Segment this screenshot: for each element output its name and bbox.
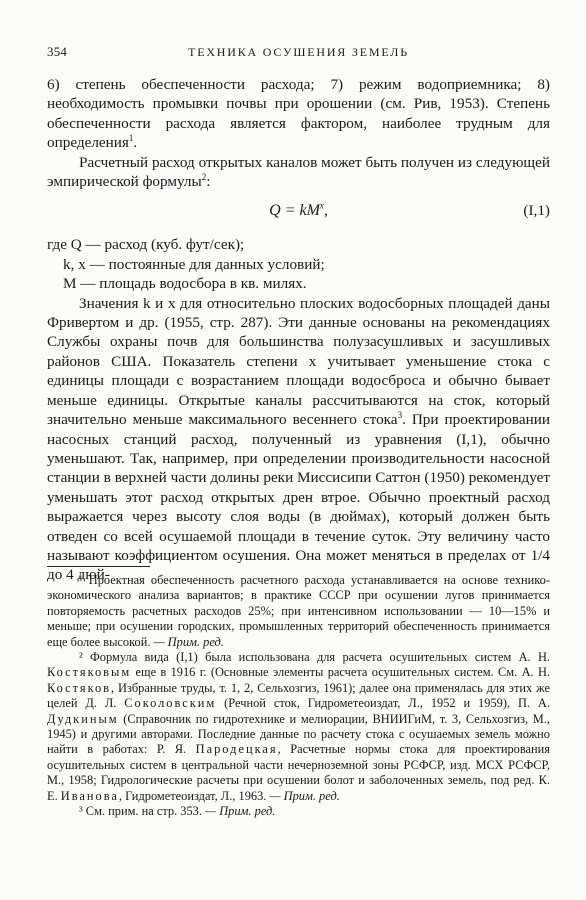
footnote-2-text-b: еще в 1916 г. (Основные элементы расчета осушительных систем. См. А. Н.	[131, 665, 550, 680]
footnotes	[47, 573, 550, 820]
footnote-2-editor-tag: — Прим. ред.	[269, 788, 340, 803]
paragraph-3-text-a: Значения k и x для относительно плоских водосборных площадей даны Фривертом и др. (1955, стр. 287). Эти данные основаны на рекомендациях Службы охраны почв для большинства полузасушливых и засушливых районов США. Показатель степени x учитывает уменьшение стока с единицы площади с возрастанием площади водосброса и обычно бывает меньше единицы. Открытые каналы рассчитываются на сток, который значительно меньше максимального весеннего стока	[47, 294, 550, 429]
paragraph-2-end: :	[206, 173, 211, 191]
fraction: 1/4	[530, 546, 550, 564]
footnote-3-editor-tag: — Прим. ред.	[205, 804, 276, 819]
footnote-3-text: ³ См. прим. на стр. 353.	[79, 804, 202, 819]
paragraph-3	[47, 294, 550, 585]
footnote-2-text-e: (Справочник по гидротехнике и мелиорации, ВНИИГиМ, т. 3, Сельхозгиз, М., 1945) и другими авторами. Последние данные по расчету стока с осушаемых земель можно найти в работах: Р. Я.	[47, 711, 550, 757]
footnote-2-text-c: , Избранные труды, т. 1, 2, Сельхозгиз, 1961); далее она применялась для этих же целей Д. Л.	[47, 680, 550, 711]
page-number: 354	[47, 44, 68, 59]
equation-number: (I,1)	[523, 202, 550, 220]
spaced-name: Костяков	[47, 680, 112, 695]
footnote-2-text-f: , Расчетные нормы стока для проектирования осушительных систем в центральной части нечерноземной зоны РСФСР, изд. МСХ РСФСР, М., 1958; Гидрологические расчеты при осушении болот и заболоченных земель, под ред. К. Е.	[47, 742, 550, 803]
paragraph-1	[47, 75, 550, 153]
variable-q-definition: где Q — расход (куб. фут/сек);	[47, 236, 245, 254]
footnote-1	[47, 573, 550, 650]
formula-expression	[47, 201, 550, 220]
spaced-name: Пародецкая	[195, 742, 278, 757]
spaced-name: Иванова	[60, 788, 119, 803]
paragraph-3-text-c: до 4 дюй-	[47, 566, 110, 584]
variable-m-definition: M — площадь водосбора в кв. милях.	[63, 275, 307, 293]
formula-comma: ,	[323, 202, 328, 220]
spaced-name: Дудкиным	[47, 711, 119, 726]
paragraph-2	[47, 153, 550, 192]
footnote-3	[47, 804, 550, 819]
formula-main: Q = kM	[269, 202, 320, 220]
spaced-name: Соколовским	[124, 696, 217, 711]
variable-kx-definition: k, x — постоянные для данных условий;	[63, 255, 325, 273]
spaced-name: Костяковым	[47, 665, 132, 680]
paragraph-2-text: Расчетный расход открытых каналов может быть получен из следующей эмпирической формулы	[47, 153, 550, 191]
footnote-ref-2: 2	[201, 171, 207, 182]
paragraph-1-end: .	[133, 134, 138, 152]
paragraph-3-text-b: . При проектировании насосных станций расход, полученный из уравнения (I,1), обычно уменьшают. Так, например, при определении производительности насосной станции в верхней части долины реки Миссисипи Саттон (1950) рекомендует уменьшать этот расход открытых дрен втрое. Обычно проектный расход выражается через высоту слоя воды (в дюймах), который должен быть отведен со всей осушаемой площади в течение суток. Эту величину часто называют коэффициентом осушения. Она может меняться в пределах от	[47, 411, 550, 564]
footnote-2-text-g: , Гидрометеоиздат, Л., 1963.	[118, 788, 267, 803]
formula-exponent: x	[319, 201, 324, 212]
footnote-1-text: ¹ Проектная обеспеченность расчетного расхода устанавливается на основе технико-экономического анализа вариантов; в практике СССР при осушении лугов принимается повторяемость расчетных расходов 25%; при интенсивном использовании — 10—15% и меньше; при осушении городских, промышленных территорий обеспеченность принимается еще более высокой.	[47, 573, 550, 649]
footnote-2	[47, 650, 550, 804]
footnote-1-editor-tag: — Прим. ред.	[153, 634, 224, 649]
footnote-ref-1: 1	[128, 133, 134, 144]
main-text	[47, 75, 550, 585]
paragraph-1-text: 6) степень обеспеченности расхода; 7) режим водоприемника; 8) необходимость промывки почвы при орошении (см. Рив, 1953). Степень обеспеченности расхода является фактором, наиболее трудным для определения	[47, 76, 550, 152]
formula-block	[47, 194, 550, 228]
footnote-2-text-d: (Речной сток, Гидрометеоиздат, Л., 1952 и 1959), П. А.	[216, 696, 550, 711]
running-title: ТЕХНИКА ОСУШЕНИЯ ЗЕМЕЛЬ	[188, 45, 409, 59]
footnote-ref-3: 3	[397, 410, 403, 421]
footnote-2-text-a: ² Формула вида (I,1) была использована для расчета осушительных систем А. Н.	[79, 650, 550, 665]
footnote-divider	[47, 566, 150, 567]
